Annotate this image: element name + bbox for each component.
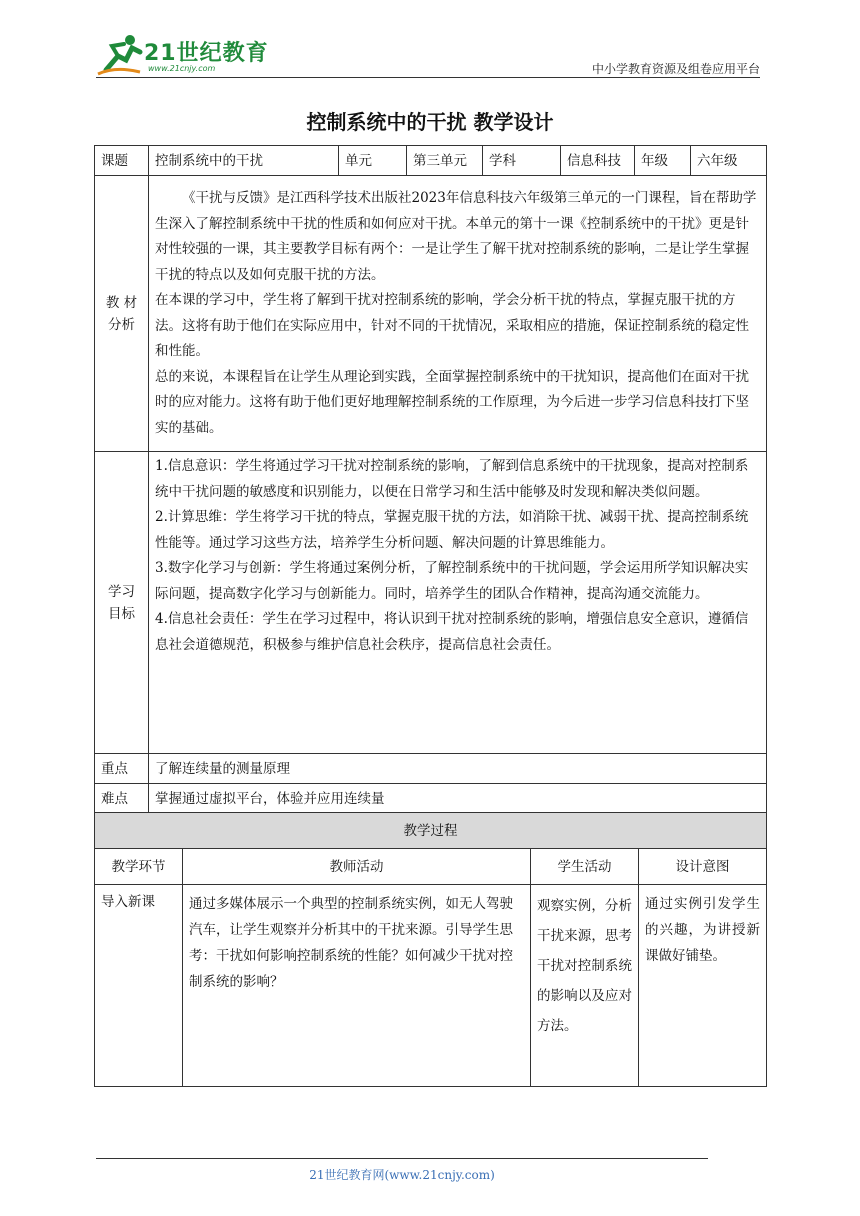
teaching-process-table	[94, 812, 767, 1087]
difficulty-text: 掌握通过虚拟平台，体验并应用连续量	[149, 784, 767, 814]
objective-item: 2.计算思维：学生将学习干扰的特点，掌握克服干扰的方法，如消除干扰、减弱干扰、提高控制系统性能等。通过学习这些方法，培养学生分析问题、解决问题的计算思维能力。	[155, 509, 749, 551]
subject-value: 信息科技	[561, 146, 635, 176]
analysis-content	[149, 176, 767, 452]
process-title: 教学过程	[95, 813, 767, 849]
info-row	[95, 146, 767, 176]
analysis-label: 教 材 分析	[95, 176, 149, 452]
analysis-row	[95, 176, 767, 452]
process-header-row	[95, 849, 767, 885]
page-title: 控制系统中的干扰 教学设计	[306, 110, 554, 134]
objectives-content	[149, 452, 767, 754]
objective-item: 1.信息意识：学生将通过学习干扰对控制系统的影响，了解到信息系统中的干扰现象，提高对控制系统中干扰问题的敏感度和识别能力，以便在日常学习和生活中能够及时发现和解决类似问题。	[155, 458, 749, 500]
platform-name: 中小学教育资源及组卷应用平台	[591, 62, 760, 76]
student-activity-cell: 观察实例，分析干扰来源，思考干扰对控制系统的影响以及应对方法。	[531, 885, 639, 1087]
topic-label: 课题	[95, 146, 149, 176]
process-title-row	[95, 813, 767, 849]
unit-value: 第三单元	[407, 146, 483, 176]
analysis-paragraph: 在本课的学习中，学生将了解到干扰对控制系统的影响，学会分析干扰的特点，掌握克服干扰的方法。这将有助于他们在实际应用中，针对不同的干扰情况，采取相应的措施，保证控制系统的稳定性和性能。	[155, 292, 749, 359]
topic-value: 控制系统中的干扰	[149, 146, 339, 176]
grade-value: 六年级	[691, 146, 767, 176]
key-point-row	[95, 754, 767, 784]
objectives-label: 学习 目标	[95, 452, 149, 754]
header-divider	[96, 77, 760, 78]
logo-url: www.21cnjy.com	[148, 64, 216, 73]
subject-label: 学科	[483, 146, 561, 176]
difficulty-row	[95, 784, 767, 814]
grade-label: 年级	[635, 146, 691, 176]
stage-cell: 导入新课	[95, 885, 183, 1087]
header-student: 学生活动	[531, 849, 639, 885]
header-teacher: 教师活动	[183, 849, 531, 885]
unit-label: 单元	[339, 146, 407, 176]
footer-text: 21世纪教育网(www.21cnjy.com)	[309, 1168, 495, 1182]
table-row	[95, 885, 767, 1087]
objectives-row	[95, 452, 767, 754]
analysis-paragraph: 总的来说，本课程旨在让学生从理论到实践，全面掌握控制系统中的干扰知识，提高他们在面对干扰时的应对能力。这将有助于他们更好地理解控制系统的工作原理，为今后进一步学习信息科技打下坚实的基础。	[155, 368, 749, 436]
teacher-activity-cell: 通过多媒体展示一个典型的控制系统实例，如无人驾驶汽车，让学生观察并分析其中的干扰来源。引导学生思考：干扰如何影响控制系统的性能？如何减少干扰对控制系统的影响？	[183, 885, 531, 1087]
header-intent: 设计意图	[639, 849, 767, 885]
design-intent-cell: 通过实例引发学生的兴趣，为讲授新课做好铺垫。	[639, 885, 767, 1087]
header-stage: 教学环节	[95, 849, 183, 885]
logo-text: 21世纪教育	[144, 41, 269, 66]
page-header	[96, 30, 760, 80]
difficulty-label: 难点	[95, 784, 149, 814]
lesson-info-table	[94, 145, 767, 814]
footer-divider	[96, 1158, 708, 1159]
objective-item: 3.数字化学习与创新：学生将通过案例分析，了解控制系统中的干扰问题，学会运用所学知识解决实际问题，提高数字化学习与创新能力。同时，培养学生的团队合作精神，提高沟通交流能力。	[155, 560, 749, 602]
key-point-label: 重点	[95, 754, 149, 784]
key-point-text: 了解连续量的测量原理	[149, 754, 767, 784]
objective-item: 4.信息社会责任：学生在学习过程中，将认识到干扰对控制系统的影响，增强信息安全意识，遵循信息社会道德规范，积极参与维护信息社会秩序，提高信息社会责任。	[155, 611, 749, 653]
analysis-paragraph: 《干扰与反馈》是江西科学技术出版社2023年信息科技六年级第三单元的一门课程，旨在帮助学生深入了解控制系统中干扰的性质和如何应对干扰。本单元的第十一课《控制系统中的干扰》更是针对性较强的一课，其主要教学目标有两个：一是让学生了解干扰对控制系统的影响，二是让学生掌握干扰的特点以及如何克服干扰的方法。	[155, 190, 757, 283]
